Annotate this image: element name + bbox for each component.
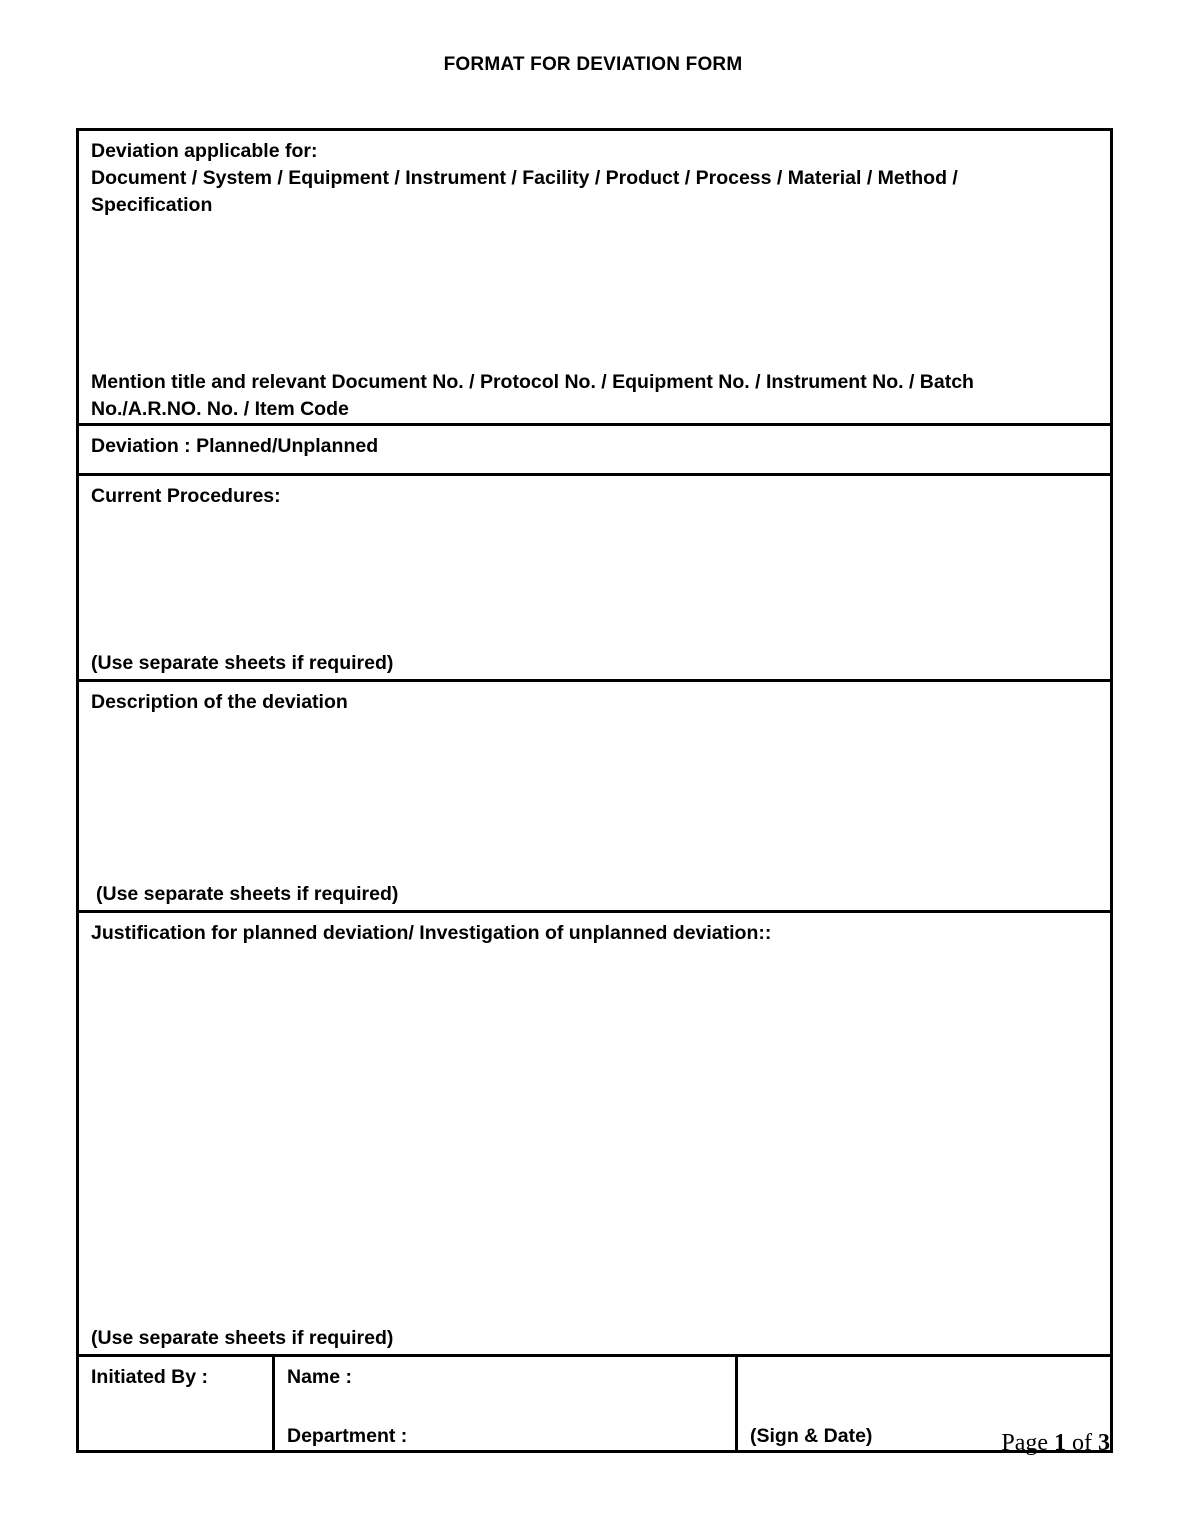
current-procedures-note: (Use separate sheets if required) [91, 651, 394, 674]
applicable-for-categories-line-2: Specification [91, 193, 213, 216]
applicable-for-cell [78, 130, 1112, 425]
table-row [78, 474, 1112, 680]
table-row [78, 1355, 1112, 1452]
footer-of-word: of [1072, 1430, 1092, 1456]
applicable-for-block [79, 131, 1110, 423]
deviation-type-label: Deviation : Planned/Unplanned [91, 434, 379, 457]
applicable-for-heading: Deviation applicable for: [91, 140, 318, 162]
applicable-for-entry-space[interactable] [91, 219, 1110, 369]
initiated-by-cell [78, 1355, 274, 1452]
justification-note: (Use separate sheets if required) [91, 1326, 394, 1349]
department-label: Department : [287, 1425, 408, 1448]
mention-title-line-2: No./A.R.NO. No. / Item Code [91, 397, 349, 420]
deviation-form-table [76, 128, 1113, 1453]
table-row [78, 130, 1112, 425]
sign-date-label: (Sign & Date) [750, 1425, 873, 1448]
current-procedures-cell[interactable] [78, 474, 1112, 680]
justification-label: Justification for planned deviation/ Investigation of unplanned deviation:: [91, 921, 772, 944]
name-label: Name : [287, 1365, 353, 1388]
mention-title-line-1: Mention title and relevant Document No. / Protocol No. / Equipment No. / Instrument No. / Batch [91, 370, 974, 393]
name-department-block [275, 1357, 735, 1451]
description-note: (Use separate sheets if required) [96, 882, 399, 905]
initiated-by-label: Initiated By : [91, 1365, 209, 1388]
deviation-type-cell[interactable] [78, 424, 1112, 474]
footer-total-pages: 3 [1098, 1430, 1110, 1456]
name-department-cell[interactable] [274, 1355, 737, 1452]
table-row [78, 680, 1112, 911]
description-label: Description of the deviation [91, 690, 348, 713]
table-row [78, 911, 1112, 1355]
footer-page-word: Page [1001, 1430, 1048, 1456]
justification-cell[interactable] [78, 911, 1112, 1355]
sign-date-spacer [750, 1364, 1110, 1391]
applicable-for-categories-line-1: Document / System / Equipment / Instrument / Facility / Product / Process / Material / Method / [91, 166, 958, 189]
page-number-footer [1001, 1430, 1110, 1457]
footer-current-page: 1 [1054, 1430, 1066, 1456]
current-procedures-label: Current Procedures: [91, 484, 281, 507]
page-title: FORMAT FOR DEVIATION FORM [443, 54, 743, 75]
description-cell[interactable] [78, 680, 1112, 911]
table-row [78, 424, 1112, 474]
